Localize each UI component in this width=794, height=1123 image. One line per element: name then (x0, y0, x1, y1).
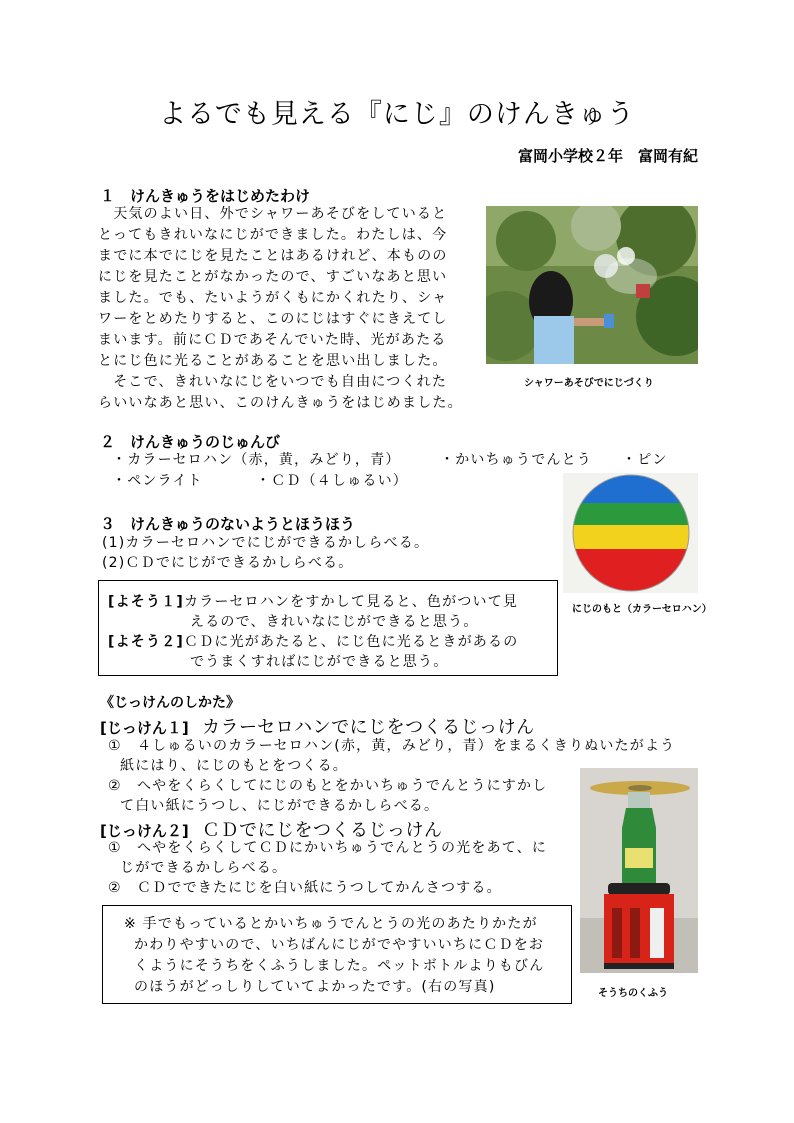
page-title: よるでも見える『にじ』のけんきゅう (159, 99, 635, 130)
section2-heading: ２ けんきゅうのじゅんび (100, 433, 281, 451)
author-line: 富岡小学校２年 富岡有紀 (517, 147, 698, 165)
note-line: くようにそうちをくふうしました。ペットボトルよりもびん (134, 958, 545, 974)
body-line: 天気のよい日、外でシャワーあそびをしていると (98, 206, 448, 222)
experiment-step (108, 736, 675, 757)
method-heading: 《じっけんのしかた》 (100, 695, 240, 711)
apparatus-photo (580, 768, 698, 973)
step-text: ＣＤでできたにじを白い紙にうつしてかんさつする。 (136, 880, 502, 896)
body-line: にじを見たことがなかったので、すごいなあと思い (98, 269, 448, 285)
body-line: までに本でにじを見たことはあるけれど、本ものの (98, 248, 448, 264)
material-item: ・ＣＤ（４しゅるい） (256, 473, 408, 489)
body-line: とにじ色に光ることがあることを思い出しました。 (98, 353, 448, 369)
body-line: ワーをとめたりすると、このにじはすぐにきえてし (98, 311, 448, 327)
hypothesis-label: [よそう２] (108, 634, 184, 650)
shower-photo-caption: シャワーあそびでにじづくり (524, 378, 654, 389)
step-text: へやをくらくしてにじのもとをかいちゅうでんとうにすかし (136, 778, 548, 794)
hypothesis-line (108, 592, 518, 613)
method-item: (1)カラーセロハンでにじができるかしらべる。 (102, 535, 430, 551)
experiment-step-cont: じができるかしらべる。 (120, 860, 288, 876)
note-line: かわりやすいので、いちばんにじがでやすいいちにＣＤをお (134, 937, 545, 953)
method-item: (2)ＣＤでにじができるかしらべる。 (102, 555, 354, 571)
step-number: ② (108, 880, 122, 896)
step-text: ４しゅるいのカラーセロハン(赤，黄，みどり，青）をまるくきりぬいたがよう (136, 738, 676, 754)
hypothesis-line: でうまくすればにじができると思う。 (190, 654, 449, 670)
section3-heading: ３ けんきゅうのないようとほうほう (100, 515, 356, 533)
shower-rainbow-photo (486, 206, 698, 364)
body-line: まいます。前にＣＤであそんでいた時、光があたる (98, 332, 447, 348)
hypothesis-text: ＣＤに光があたると、にじ色に光るときがあるの (184, 634, 519, 650)
experiment-step (108, 776, 547, 797)
step-text: へやをくらくしてＣＤにかいちゅうでんとうの光をあて、に (136, 840, 548, 856)
material-item: ・ピン (622, 452, 668, 468)
disc-photo-caption: にじのもと（カラーセロハン） (572, 604, 712, 615)
note-text (124, 914, 544, 998)
apparatus-photo-caption: そうちのくふう (598, 988, 668, 999)
step-number: ② (108, 778, 122, 794)
step-number: ① (108, 738, 122, 754)
experiment1-label: [じっけん１] (100, 719, 189, 737)
experiment2-label: [じっけん２] (100, 822, 189, 840)
experiment-step-cont: 紙にはり、にじのもとをつくる。 (120, 758, 348, 774)
note-line: のほうがどっしりしていてよかったです。(右の写真) (134, 979, 496, 995)
experiment-step-cont: て白い紙にうつし、にじができるかしらべる。 (120, 798, 440, 814)
hypothesis-line (108, 632, 518, 653)
material-item: ・ペンライト (112, 473, 203, 489)
section1-body (98, 204, 463, 414)
body-line: らいいなあと思い、このけんきゅうをはじめました。 (98, 395, 463, 411)
hypothesis-label: [よそう１] (108, 594, 184, 610)
body-line: ました。でも、たいようがくもにかくれたり、シャ (98, 290, 448, 306)
rainbow-disc-photo (563, 473, 698, 593)
material-item: ・かいちゅうでんとう (440, 452, 592, 468)
section1-heading: １ けんきゅうをはじめたわけ (100, 187, 311, 205)
step-number: ① (108, 840, 122, 856)
experiment-step (108, 838, 547, 859)
note-line: ※ 手でもっているとかいちゅうでんとうの光のあたりかたが (124, 916, 538, 932)
hypothesis-line: えるので、きれいなにじができると思う。 (190, 614, 479, 630)
experiment-step (108, 878, 502, 899)
hypothesis-text: カラーセロハンをすかして見ると、色がついて見 (184, 594, 519, 610)
material-item: ・カラーセロハン（赤，黄，みどり，青） (112, 452, 401, 468)
experiment2-title: ＣＤでにじをつくるじっけん (201, 820, 443, 841)
experiment1-title: カラーセロハンでにじをつくるじっけん (201, 717, 535, 738)
body-line: とってもきれいなにじができました。わたしは、今 (98, 227, 448, 243)
body-line: そこで、きれいなにじをいつでも自由につくれた (98, 374, 448, 390)
